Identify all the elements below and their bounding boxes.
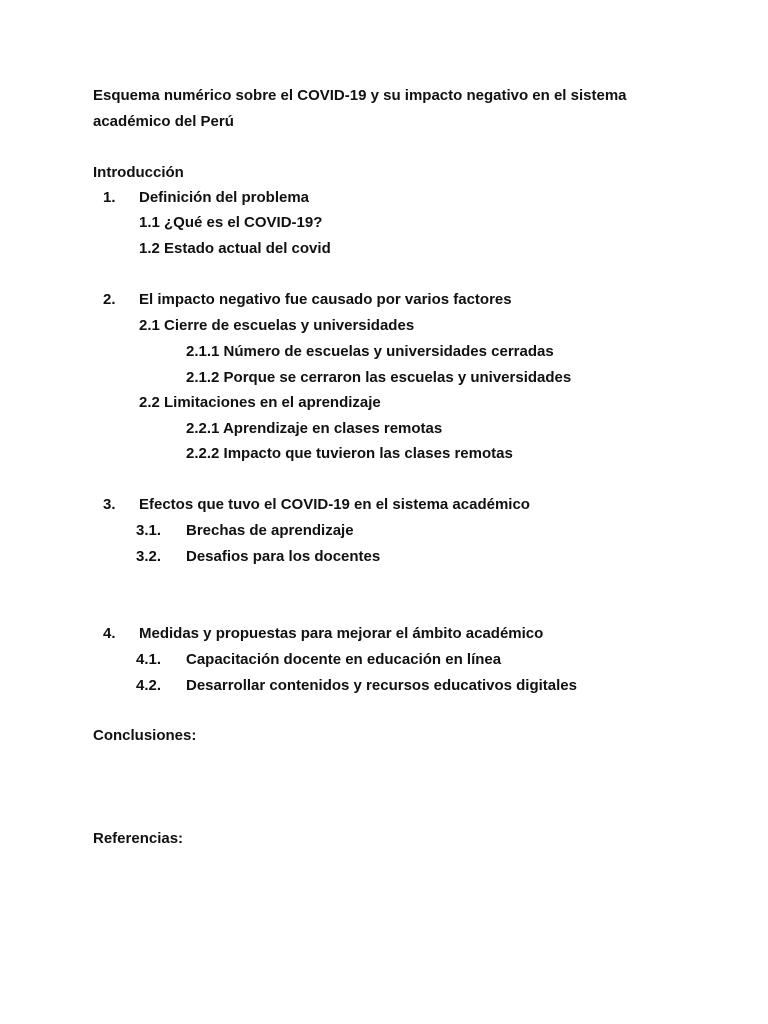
subsection-3-1-number: 3.1. (136, 522, 162, 539)
subsection-2-2: 2.2 Limitaciones en el aprendizaje (139, 394, 381, 411)
subsection-1-2: 1.2 Estado actual del covid (139, 240, 331, 257)
section-1-title: Definición del problema (139, 189, 310, 206)
references-heading: Referencias: (93, 830, 184, 847)
document-title-line-2: académico del Perú (93, 113, 234, 130)
introduction-heading: Introducción (93, 164, 184, 181)
section-3-title: Efectos que tuvo el COVID-19 en el sistema académico (139, 496, 530, 513)
conclusions-heading: Conclusiones: (93, 727, 197, 744)
subsection-3-2-number: 3.2. (136, 548, 162, 565)
section-4-number: 4. (103, 625, 116, 642)
section-1-number: 1. (103, 189, 116, 206)
subsection-4-2-text: Desarrollar contenidos y recursos educativos digitales (186, 677, 577, 694)
item-2-1-1: 2.1.1 Número de escuelas y universidades cerradas (186, 343, 554, 360)
subsection-2-1: 2.1 Cierre de escuelas y universidades (139, 317, 415, 334)
section-4-title: Medidas y propuestas para mejorar el ámbito académico (139, 625, 544, 642)
section-2-title: El impacto negativo fue causado por varios factores (139, 291, 512, 308)
section-3-number: 3. (103, 496, 116, 513)
document-title-line-1: Esquema numérico sobre el COVID-19 y su impacto negativo en el sistema (93, 87, 627, 104)
subsection-4-1-text: Capacitación docente en educación en línea (186, 651, 502, 668)
subsection-3-1-text: Brechas de aprendizaje (186, 522, 354, 539)
item-2-2-2: 2.2.2 Impacto que tuvieron las clases remotas (186, 445, 513, 462)
item-2-1-2: 2.1.2 Porque se cerraron las escuelas y universidades (186, 369, 572, 386)
subsection-1-1: 1.1 ¿Qué es el COVID-19? (139, 214, 323, 231)
item-2-2-1: 2.2.1 Aprendizaje en clases remotas (186, 420, 443, 437)
subsection-4-2-number: 4.2. (136, 677, 162, 694)
subsection-3-2-text: Desafios para los docentes (186, 548, 381, 565)
subsection-4-1-number: 4.1. (136, 651, 162, 668)
section-2-number: 2. (103, 291, 116, 308)
